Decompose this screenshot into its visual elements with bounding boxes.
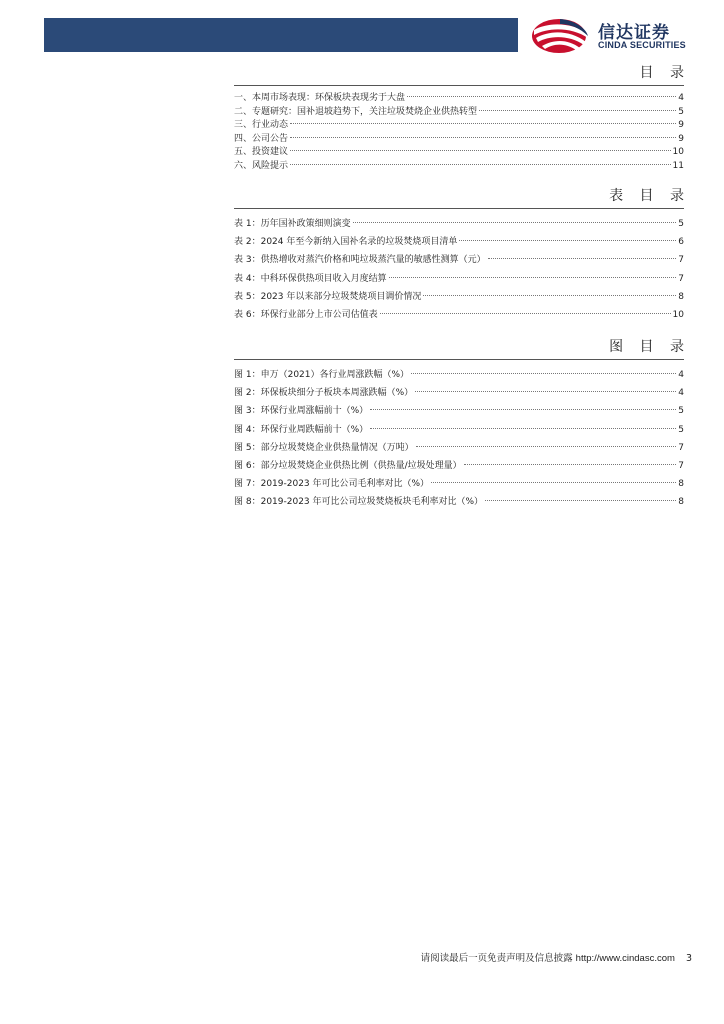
dot-leader xyxy=(353,221,677,223)
dot-leader xyxy=(389,276,677,278)
logo-text-en: CINDA SECURITIES xyxy=(598,40,686,50)
entry-label: 图 2：环保板块细分子板块本周涨跌幅（%） xyxy=(234,388,414,399)
toc-entry[interactable] xyxy=(234,402,684,420)
figures-section xyxy=(234,338,690,512)
entry-page-number: 8 xyxy=(678,479,684,490)
toc-entry[interactable] xyxy=(234,421,684,439)
dot-leader xyxy=(459,239,676,241)
dot-leader xyxy=(290,149,671,151)
toc-title: 目 录 xyxy=(639,65,690,81)
dot-leader xyxy=(423,294,676,296)
toc-entry[interactable] xyxy=(234,270,684,288)
entry-label: 表 2：2024 年至今新纳入国补名录的垃圾焚烧项目清单 xyxy=(234,237,458,248)
toc-entry[interactable] xyxy=(234,133,684,147)
entry-page-number: 4 xyxy=(678,388,684,399)
entry-page-number: 7 xyxy=(678,442,684,453)
entry-page-number: 11 xyxy=(672,160,684,171)
cinda-logo xyxy=(530,16,710,56)
entry-page-number: 5 xyxy=(678,106,684,117)
figures-divider xyxy=(234,359,684,360)
entry-label: 一、本周市场表现：环保板块表现劣于大盘 xyxy=(234,93,406,103)
toc-entry[interactable] xyxy=(234,92,684,106)
dot-leader xyxy=(290,122,676,124)
dot-leader xyxy=(485,499,676,501)
toc-entry[interactable] xyxy=(234,366,684,384)
toc-entry[interactable] xyxy=(234,475,684,493)
page-footer xyxy=(421,950,692,964)
entry-page-number: 7 xyxy=(678,255,684,266)
figures-list xyxy=(234,366,684,512)
entry-label: 表 4：中科环保供热项目收入月度结算 xyxy=(234,273,387,284)
toc-entry[interactable] xyxy=(234,439,684,457)
entry-label: 四、公司公告 xyxy=(234,133,289,144)
entry-label: 图 1：申万（2021）各行业周涨跌幅（%） xyxy=(234,370,410,380)
toc-entry[interactable] xyxy=(234,233,684,251)
entry-page-number: 7 xyxy=(678,460,684,471)
entry-label: 图 4：环保行业周跌幅前十（%） xyxy=(234,424,369,435)
entry-label: 三、行业动态 xyxy=(234,120,289,131)
dot-leader xyxy=(464,463,677,465)
toc-list xyxy=(234,92,684,174)
dot-leader xyxy=(380,312,671,314)
entry-label: 图 6：部分垃圾焚烧企业供热比例（供热量/垃圾处理量） xyxy=(234,460,462,471)
dot-leader xyxy=(290,163,671,165)
entry-page-number: 6 xyxy=(678,237,684,248)
dot-leader xyxy=(411,372,676,374)
tables-section xyxy=(234,187,690,324)
dot-leader xyxy=(370,427,676,429)
toc-entry[interactable] xyxy=(234,457,684,475)
toc-section xyxy=(234,64,690,174)
entry-page-number: 5 xyxy=(678,406,684,417)
toc-entry[interactable] xyxy=(234,251,684,269)
toc-entry[interactable] xyxy=(234,384,684,402)
figures-title: 图 目 录 xyxy=(609,339,690,355)
entry-label: 表 3：供热增收对蒸汽价格和吨垃圾蒸汽量的敏感性测算（元） xyxy=(234,255,486,266)
dot-leader xyxy=(290,136,676,138)
tables-title: 表 目 录 xyxy=(609,188,690,204)
entry-page-number: 4 xyxy=(678,93,684,103)
entry-page-number: 4 xyxy=(678,370,684,380)
toc-entry[interactable] xyxy=(234,146,684,160)
entry-label: 表 5：2023 年以来部分垃圾焚烧项目调价情况 xyxy=(234,291,422,302)
entry-page-number: 9 xyxy=(678,133,684,144)
entry-label: 表 6：环保行业部分上市公司估值表 xyxy=(234,309,378,320)
entry-page-number: 9 xyxy=(678,120,684,131)
entry-page-number: 7 xyxy=(678,273,684,284)
entry-label: 图 7：2019-2023 年可比公司毛利率对比（%） xyxy=(234,479,430,490)
footer-url[interactable]: http://www.cindasc.com xyxy=(575,953,675,964)
dot-leader xyxy=(415,390,676,392)
toc-entry[interactable] xyxy=(234,215,684,233)
dot-leader xyxy=(479,109,676,111)
footer-disclaimer: 请阅读最后一页免责声明及信息披露 xyxy=(420,953,573,964)
toc-entry[interactable] xyxy=(234,306,684,324)
header-bar xyxy=(44,18,518,52)
entry-page-number: 5 xyxy=(678,424,684,435)
entry-label: 图 8：2019-2023 年可比公司垃圾焚烧板块毛利率对比（%） xyxy=(234,497,484,508)
dot-leader xyxy=(431,481,676,483)
entry-label: 六、风险提示 xyxy=(234,160,289,171)
entry-page-number: 10 xyxy=(672,147,684,158)
entry-page-number: 10 xyxy=(672,309,684,320)
dot-leader xyxy=(407,95,676,97)
page-number: 3 xyxy=(685,953,692,964)
tables-divider xyxy=(234,208,684,209)
toc-entry[interactable] xyxy=(234,119,684,133)
toc-entry[interactable] xyxy=(234,160,684,174)
entry-label: 图 5：部分垃圾焚烧企业供热量情况（万吨） xyxy=(234,442,414,453)
entry-label: 五、投资建议 xyxy=(234,147,289,158)
cinda-emblem-icon xyxy=(530,16,592,56)
entry-page-number: 5 xyxy=(678,219,684,229)
entry-page-number: 8 xyxy=(678,497,684,508)
toc-entry[interactable] xyxy=(234,106,684,120)
entry-page-number: 8 xyxy=(678,291,684,302)
toc-divider xyxy=(234,85,684,86)
tables-list xyxy=(234,215,684,324)
logo-text-cn: 信达证券 xyxy=(598,23,670,43)
entry-label: 二、专题研究：国补退坡趋势下，关注垃圾焚烧企业供热转型 xyxy=(234,106,478,117)
dot-leader xyxy=(370,408,676,410)
toc-entry[interactable] xyxy=(234,288,684,306)
entry-label: 图 3：环保行业周涨幅前十（%） xyxy=(234,406,369,417)
dot-leader xyxy=(488,257,677,259)
dot-leader xyxy=(416,445,677,447)
toc-entry[interactable] xyxy=(234,493,684,511)
entry-label: 表 1：历年国补政策细则演变 xyxy=(234,219,351,229)
